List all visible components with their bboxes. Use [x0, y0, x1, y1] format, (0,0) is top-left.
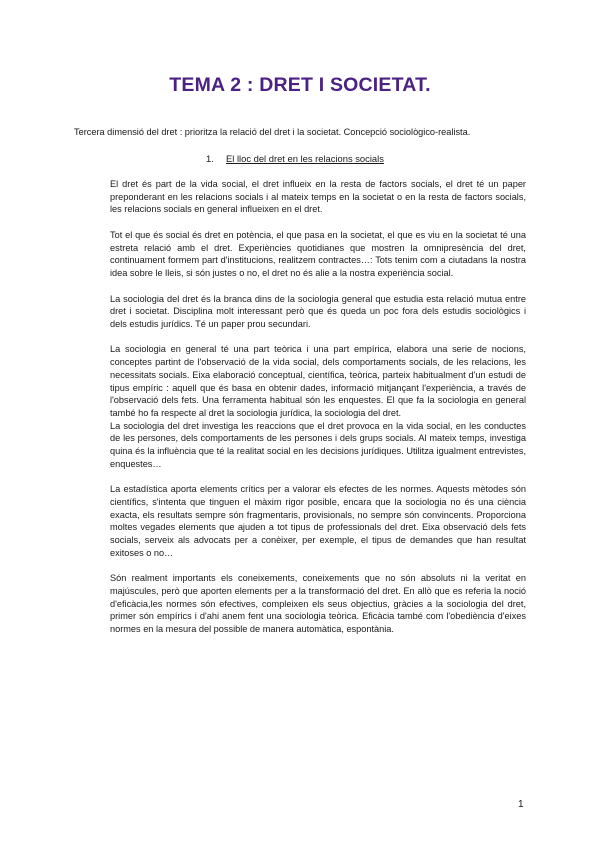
page-number: 1 — [518, 799, 524, 810]
document-title: TEMA 2 : DRET I SOCIETAT. — [169, 74, 431, 96]
paragraph: La sociologia en general té una part teòrica i una part empírica, elabora una serie de nocions, conceptes partint de l'observació de la vida social, dels comportaments socials, de les relacions, les necessitats socials. Eixa elaboració conceptual, científica, teòrica, parteix habitualment d'un estudi de tipus empíric : aquell que és basa en obtenir dades, informació mitjançant l'experiència, a través de l'observació dels fets. Una ferramenta habitual són les enquestes. El que fa la sociologia en general també ho fa respecte al dret la sociologia jurídica, la sociologia del dret. — [110, 344, 526, 418]
body-text — [110, 178, 526, 649]
section-number: 1. — [206, 153, 214, 164]
section-heading — [206, 153, 384, 165]
paragraph: La estadística aporta elements crítics per a valorar els efectes de les normes. Aquests mètodes són científics, s'intenta que tinguen el màxim rigor posible, encara que la sociologia no és una ciència exacta, els resultats sempre són fragmentaris, provisionals, no sempre són convincents. Proporciona moltes vegades elements que ajuden a tot tipus de professionals del dret. Eixa observació dels fets socials, serveix als advocats per a conèixer, per exemple, el tipus de demandes que han resultat exitoses o no… — [110, 484, 526, 558]
paragraph: La sociologia del dret investiga les reaccions que el dret provoca en la vida social, en les conductes de les persones, dels comportaments de les persones i dels grups socials. Al mateix temps, investiga quina és la influència que té la realitat social en les decisions jurídiques. Utilitza igualment entrevistes, enquestes… — [110, 420, 526, 469]
paragraph: Tot el que és social és dret en potència, el que pasa en la societat, el que es viu en la societat té una estreta relació amb el dret. Experiències quotidianes que mostren la omnipresència del dret, continuament formem part d'institucions, realitzem contractes…: Tots tenim com a ciutadans la nostra idea sobre le lleis, si són justes o no, el dret no és alie a la nostra experiència social. — [110, 229, 526, 279]
section-heading-text: El lloc del dret en les relacions socials — [226, 153, 384, 164]
paragraph: La sociologia del dret és la branca dins de la sociologia general que estudia esta relació mutua entre dret i societat. Disciplina molt interessant però que és queda un poc fora dels estudis sociològics i dels estudis jurídics. Té un paper prou secundari. — [110, 293, 526, 329]
intro-line: Tercera dimensió del dret : prioritza la relació del dret i la societat. Concepció sociològico-realista. — [74, 127, 471, 137]
paragraph: El dret és part de la vida social, el dret influeix en la resta de factors socials, el dret té un paper preponderant en les relacions socials i al mateix temps en la societat o en la resta de factors socials, les relacions socials en general influeixen en el dret. — [110, 179, 526, 215]
paragraph: Són realment importants els coneixements, coneixements que no són absoluts ni la veritat en majúscules, però que aporten elements per a la transformació del dret. En allò que es referia la noció d'eficàcia,les normes són efectives, compleixen els seus objectius, gràcies a la sociologia del dret, primer són empírics i d'ahi anem fent una sociologia teòrica. Eficàcia també com l'obediència d'eixes normes en la mesura del possible de manera automàtica, espontània. — [110, 573, 526, 635]
